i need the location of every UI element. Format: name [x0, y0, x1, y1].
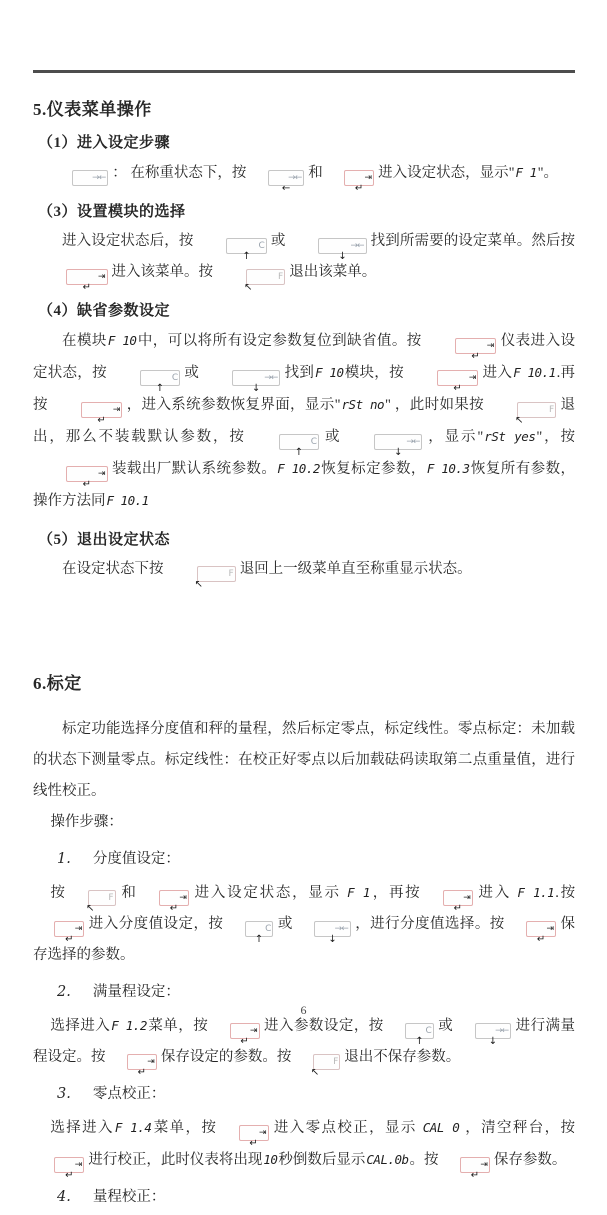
enter-key-icon [327, 168, 374, 194]
key-cap: →← [318, 238, 366, 254]
lcd-text: F 1.4 [114, 1120, 152, 1135]
key-sub-arrow: ↵ [240, 1036, 249, 1047]
zero-down-key-icon [345, 432, 422, 458]
lcd-text: F 10.1 [106, 493, 149, 508]
key-sub-arrow: ← [281, 183, 291, 194]
key-cap: ⇥ [443, 890, 473, 906]
key-sub-arrow: ↑ [294, 447, 304, 458]
key-cap: →← [374, 434, 422, 450]
key-sub-arrow: ↖ [514, 415, 524, 426]
key-sub-arrow: ↵ [65, 934, 74, 945]
step-title: 量程校正： [92, 1189, 166, 1205]
lcd-text: F 1.1 [517, 885, 555, 900]
key-cap: C [140, 370, 180, 386]
section-heading: （4）缺省参数设定 [38, 303, 171, 319]
key-cap: ⇥ [437, 370, 479, 386]
enter-key-icon [425, 888, 472, 914]
key-cap: →← [314, 921, 350, 937]
step-label [33, 1182, 575, 1213]
paragraph: 进入设定状态后，按 C ↑ 或 →← ↓ 找到所需要的设定菜单。然后按⇥ ↵ 进入该菜单。按 F ↖ 退出该菜单。 [33, 226, 575, 288]
key-sub-arrow: ↑ [254, 934, 264, 945]
key-cap: C [226, 238, 266, 254]
key-cap: F [197, 566, 236, 582]
step-title: 满量程设定： [92, 984, 180, 1000]
key-sub-arrow: ↵ [249, 1138, 258, 1149]
key-sub-arrow: ↑ [415, 1036, 424, 1047]
key-cap: F [246, 269, 285, 285]
zero-down-key-icon [457, 1021, 511, 1047]
step-title: 零点校正： [92, 1086, 166, 1102]
lcd-text: F 1 [347, 885, 370, 900]
key-sub-arrow: ↵ [471, 351, 480, 362]
key-sub-arrow: ↑ [155, 383, 165, 394]
clear-up-key-icon [227, 919, 273, 945]
header-rule [33, 70, 575, 73]
key-sub-arrow: ↵ [453, 903, 462, 914]
function-exit-key-icon [488, 400, 556, 426]
enter-key-icon [426, 336, 497, 362]
section-heading: （5）退出设定状态 [38, 532, 171, 548]
step-label [33, 844, 575, 875]
key-sub-arrow: ↖ [86, 903, 95, 914]
key-cap: F [88, 890, 116, 906]
enter-key-icon [110, 1052, 157, 1078]
converge-arrows-left-key-icon [250, 168, 304, 194]
enter-key-icon [142, 888, 189, 914]
paragraph: 选择进入F 1.2菜单，按 ⇥ ↵ 进入参数设定，按 C ↑ 或 →← ↓ 进行满量程设定。按 ⇥ ↵ 保存设定的参数。按 F ↖ 退出不保存参数。 [33, 1018, 576, 1078]
step-title: 分度值设定： [92, 851, 180, 867]
key-sub-arrow: ↵ [65, 1170, 74, 1181]
key-cap: ⇥ [344, 170, 374, 186]
key-sub-arrow: ↵ [536, 934, 546, 945]
enter-key-icon [37, 919, 84, 945]
lcd-text: F 10.2 [277, 461, 320, 476]
step-label [33, 1079, 575, 1110]
paragraph: 操作步骤： [50, 814, 123, 830]
key-sub-arrow: ↓ [394, 447, 403, 458]
paragraph: 在设定状态下按 F ↖ 退回上一级菜单直至称重显示状态。 [62, 561, 472, 590]
enter-key-icon [37, 267, 108, 293]
key-sub-arrow: ↵ [137, 1067, 147, 1078]
lcd-text: CAL.0b [366, 1152, 409, 1167]
key-cap: C [245, 921, 274, 937]
clear-up-key-icon [250, 432, 319, 458]
key-cap: →← [232, 370, 280, 386]
key-cap: ⇥ [455, 338, 497, 354]
lcd-text: F 1 [515, 165, 537, 180]
enter-key-icon [221, 1123, 268, 1149]
key-cap: F [313, 1054, 341, 1070]
key-sub-arrow: ↖ [194, 579, 203, 590]
key-cap: →← [72, 170, 108, 186]
paragraph: 在模块F 10中，可以将所有设定参数复位到缺省值。按 ⇥ ↵ 仪表进入设定状态，按 C ↑ 或 →← ↓ 找到F 10模块，按 ⇥ ↵ 进入F 10.1.再按 ⇥ ↵ ，进入系统参数恢复界面，显示"rSt no" ，此时如果按 F ↖ 退出，那么不装载默认参数，按 C ↑ 或 →← ↓ ，显示"rSt yes"，按⇥ ↵ 装载出厂默认系统参数。F 10.2恢复标定参数，F 10.3恢复所有参数，操作方法同F 10.1 [33, 333, 576, 509]
function-exit-key-icon [168, 564, 236, 590]
key-sub-arrow: ↓ [328, 934, 337, 945]
key-sub-arrow: ↵ [97, 415, 106, 426]
lcd-text: CAL 0 [422, 1120, 460, 1135]
key-cap: C [405, 1023, 434, 1039]
function-exit-key-icon [71, 888, 116, 914]
key-cap: ⇥ [230, 1023, 260, 1039]
lcd-text: F 10 [107, 333, 137, 348]
key-cap: ⇥ [526, 921, 556, 937]
function-exit-key-icon [295, 1052, 340, 1078]
paragraph: 按 F ↖ 和 ⇥ ↵ 进入设定状态，显示 F 1，再按 ⇥ ↵ 进入 F 1.1.按⇥ ↵ 进入分度值设定，按 C ↑ 或 →← ↓ ，进行分度值选择。按 ⇥ ↵ 保存选择的参数。 [33, 885, 576, 963]
step-number: 4. [57, 1189, 71, 1205]
converge-arrows-key-icon [54, 168, 108, 186]
lcd-text: rSt no [341, 397, 385, 412]
enter-key-icon [443, 1155, 490, 1181]
key-sub-arrow: ↵ [453, 383, 462, 394]
key-cap: ⇥ [127, 1054, 157, 1070]
zero-down-key-icon [297, 919, 351, 945]
section-heading: （3）设置模块的选择 [38, 204, 186, 220]
paragraph: →← ： 在称重状态下，按 →← ← 和 ⇥ ↵ 进入设定状态，显示"F 1"。 [33, 157, 575, 189]
key-sub-arrow: ↓ [488, 1036, 498, 1047]
key-cap: ⇥ [66, 466, 108, 482]
key-sub-arrow: ↖ [244, 282, 253, 293]
function-exit-key-icon [217, 267, 285, 293]
enter-key-icon [52, 400, 123, 426]
lcd-text: F 10 [315, 365, 344, 380]
key-cap: ⇥ [460, 1157, 490, 1173]
lcd-text: F 1.2 [111, 1018, 147, 1033]
key-cap: ⇥ [66, 269, 108, 285]
section-heading: （1）进入设定步骤 [38, 135, 171, 151]
key-cap: ⇥ [239, 1125, 269, 1141]
key-cap: ⇥ [81, 402, 123, 418]
enter-key-icon [212, 1021, 259, 1047]
key-sub-arrow: ↓ [252, 383, 261, 394]
enter-key-icon [408, 368, 479, 394]
enter-key-icon [37, 1155, 84, 1181]
lcd-text: F 10.1 [513, 365, 556, 380]
key-cap: ⇥ [54, 1157, 84, 1173]
paragraph: 标定功能选择分度值和秤的量程，然后标定零点，标定线性。零点标定：未加载的状态下测量零点。标定线性：在校正好零点以后加载砝码读取第二点重量值，进行线性校正。 [33, 721, 575, 799]
step-number: 1. [57, 851, 71, 867]
key-cap: C [279, 434, 319, 450]
page-number: 6 [300, 1003, 307, 1017]
document-content [33, 56, 575, 1215]
key-sub-arrow: ↖ [310, 1067, 320, 1078]
step-number: 3. [57, 1086, 71, 1102]
lcd-text: F 10.3 [426, 461, 470, 476]
enter-key-icon [509, 919, 556, 945]
lcd-text: rSt yes [484, 429, 536, 444]
key-sub-arrow: ↵ [354, 183, 364, 194]
key-cap: ⇥ [159, 890, 189, 906]
zero-down-key-icon [203, 368, 280, 394]
zero-down-key-icon [289, 236, 366, 262]
lcd-text: 10 [263, 1152, 278, 1167]
key-sub-arrow: ↑ [242, 251, 251, 262]
enter-key-icon [37, 464, 108, 490]
key-cap: ⇥ [54, 921, 84, 937]
section-heading: 6.标定 [33, 674, 82, 693]
key-cap: →← [475, 1023, 511, 1039]
key-sub-arrow: ↵ [82, 479, 91, 490]
spacer [33, 700, 575, 714]
clear-up-key-icon [197, 236, 266, 262]
step-number: 2. [57, 984, 71, 1000]
section-heading: 5.仪表菜单操作 [33, 100, 152, 119]
key-cap: F [517, 402, 556, 418]
key-cap: →← [268, 170, 304, 186]
key-sub-arrow: ↓ [338, 251, 347, 262]
key-sub-arrow: ↵ [169, 903, 179, 914]
key-sub-arrow: ↵ [82, 282, 91, 293]
clear-up-key-icon [111, 368, 180, 394]
spacer [33, 585, 575, 647]
clear-up-key-icon [388, 1021, 434, 1047]
key-sub-arrow: ↵ [470, 1170, 480, 1181]
paragraph: 选择进入F 1.4菜单，按 ⇥ ↵ 进入零点校正，显示 CAL 0 ，清空秤台，按⇥ ↵ 进行校正，此时仪表将出现10秒倒数后显示CAL.0b。按 ⇥ ↵ 保存参数。 [33, 1112, 575, 1176]
